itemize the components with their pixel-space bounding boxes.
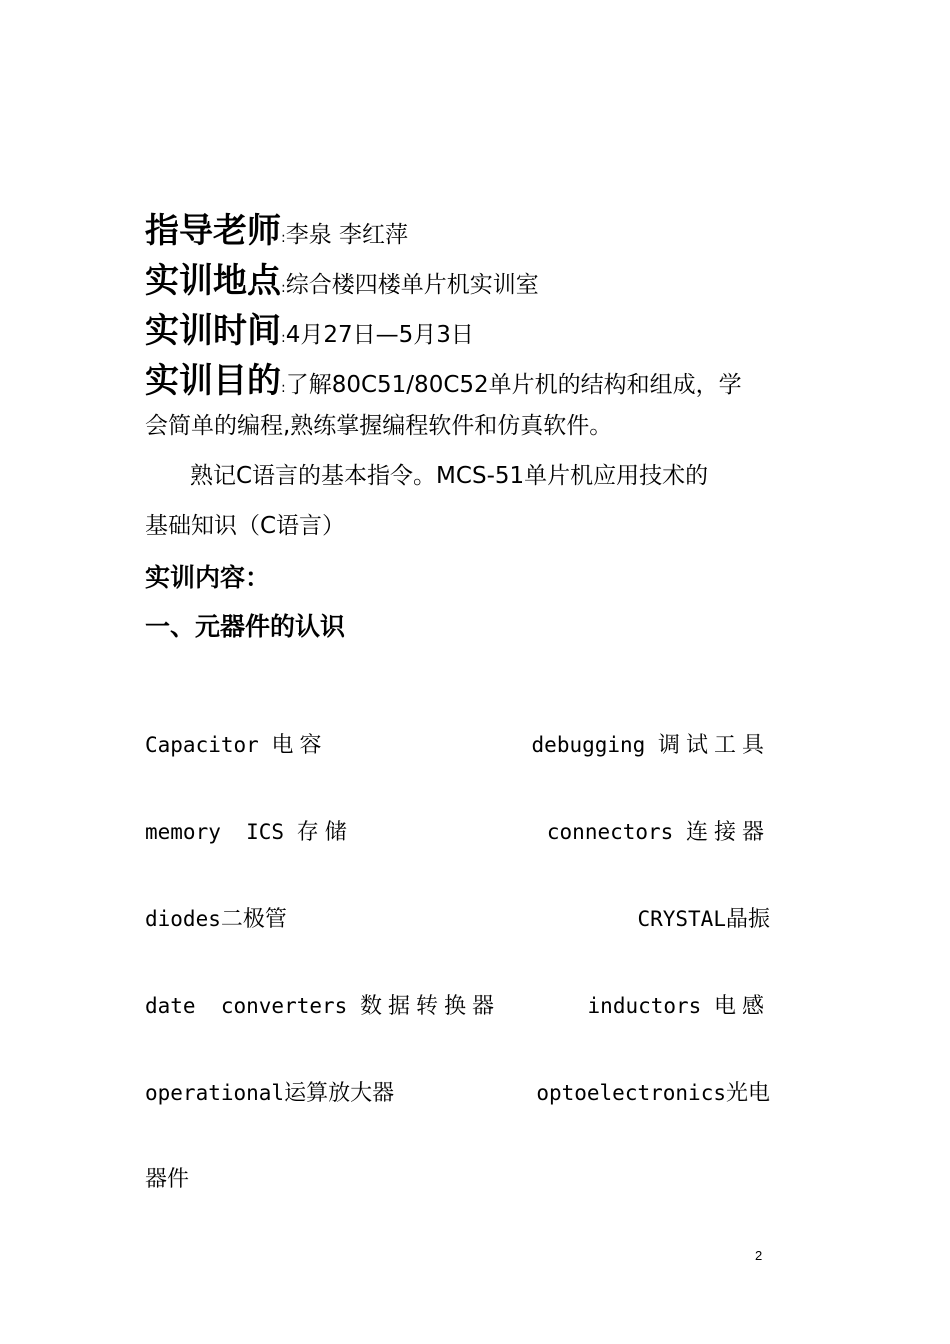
- location-value: 综合楼四楼单片机实训室: [285, 272, 539, 298]
- term-en: operational: [145, 1081, 285, 1105]
- term-en: memory ICS: [145, 820, 285, 844]
- teacher-line: [145, 203, 770, 252]
- terms-tail: 器件: [145, 1167, 190, 1192]
- purpose-line: [145, 353, 770, 402]
- time-label: 实训时间: [145, 311, 281, 351]
- term-zh: 电容: [271, 733, 328, 758]
- colon: :: [281, 380, 286, 396]
- term-inductors: [588, 989, 770, 1020]
- teacher-value: 李泉 李红萍: [285, 222, 409, 248]
- term-zh: 运算放大器: [284, 1081, 395, 1106]
- term-capacitor: [145, 728, 327, 759]
- purpose-label: 实训目的: [145, 361, 281, 401]
- term-zh: 光电: [725, 1081, 770, 1106]
- term-en: Capacitor: [145, 733, 259, 757]
- term-en: optoelectronics: [536, 1081, 726, 1105]
- term-en: date converters: [145, 994, 348, 1018]
- term-en: connectors: [546, 820, 674, 844]
- teacher-label: 指导老师: [145, 211, 281, 251]
- term-connectors: [547, 815, 770, 846]
- location-line: [145, 253, 770, 302]
- term-optoelectronics: [536, 1076, 770, 1107]
- term-zh: 电感: [713, 994, 770, 1019]
- page-number: 2: [755, 1248, 763, 1263]
- term-data-converters: [145, 989, 500, 1020]
- term-en: CRYSTAL: [637, 907, 726, 931]
- term-zh: 二极管: [220, 907, 287, 932]
- term-zh: 存储: [296, 820, 353, 845]
- colon: :: [281, 280, 286, 296]
- purpose-continuation: 会简单的编程,熟练掌握编程软件和仿真软件。: [145, 413, 613, 439]
- term-en: debugging: [531, 733, 646, 757]
- term-zh: 调试工具: [657, 733, 770, 758]
- term-operational: [145, 1076, 394, 1107]
- time-value: 4月27日—5月3日: [285, 322, 474, 348]
- term-debugging: [532, 728, 770, 759]
- colon: :: [281, 330, 286, 346]
- time-line: [145, 303, 770, 352]
- term-en: inductors: [587, 994, 702, 1018]
- term-zh: 晶振: [725, 907, 770, 932]
- location-label: 实训地点: [145, 261, 281, 301]
- purpose-value: 了解80C51/80C52单片机的结构和组成，学: [285, 372, 742, 398]
- colon: :: [281, 230, 286, 246]
- content-heading: 实训内容：: [145, 563, 271, 592]
- term-crystal: [637, 902, 770, 933]
- term-zh: 数据转换器: [359, 994, 500, 1019]
- paragraph-line-2: 基础知识（C语言）: [145, 513, 346, 539]
- paragraph-line-1: 熟记C语言的基本指令。MCS-51单片机应用技术的: [190, 463, 709, 489]
- term-zh: 连接器: [685, 820, 770, 845]
- section-heading: 一、元器件的认识: [145, 612, 346, 641]
- term-diodes: [145, 902, 287, 933]
- term-en: diodes: [145, 907, 221, 931]
- term-memory: [145, 815, 353, 846]
